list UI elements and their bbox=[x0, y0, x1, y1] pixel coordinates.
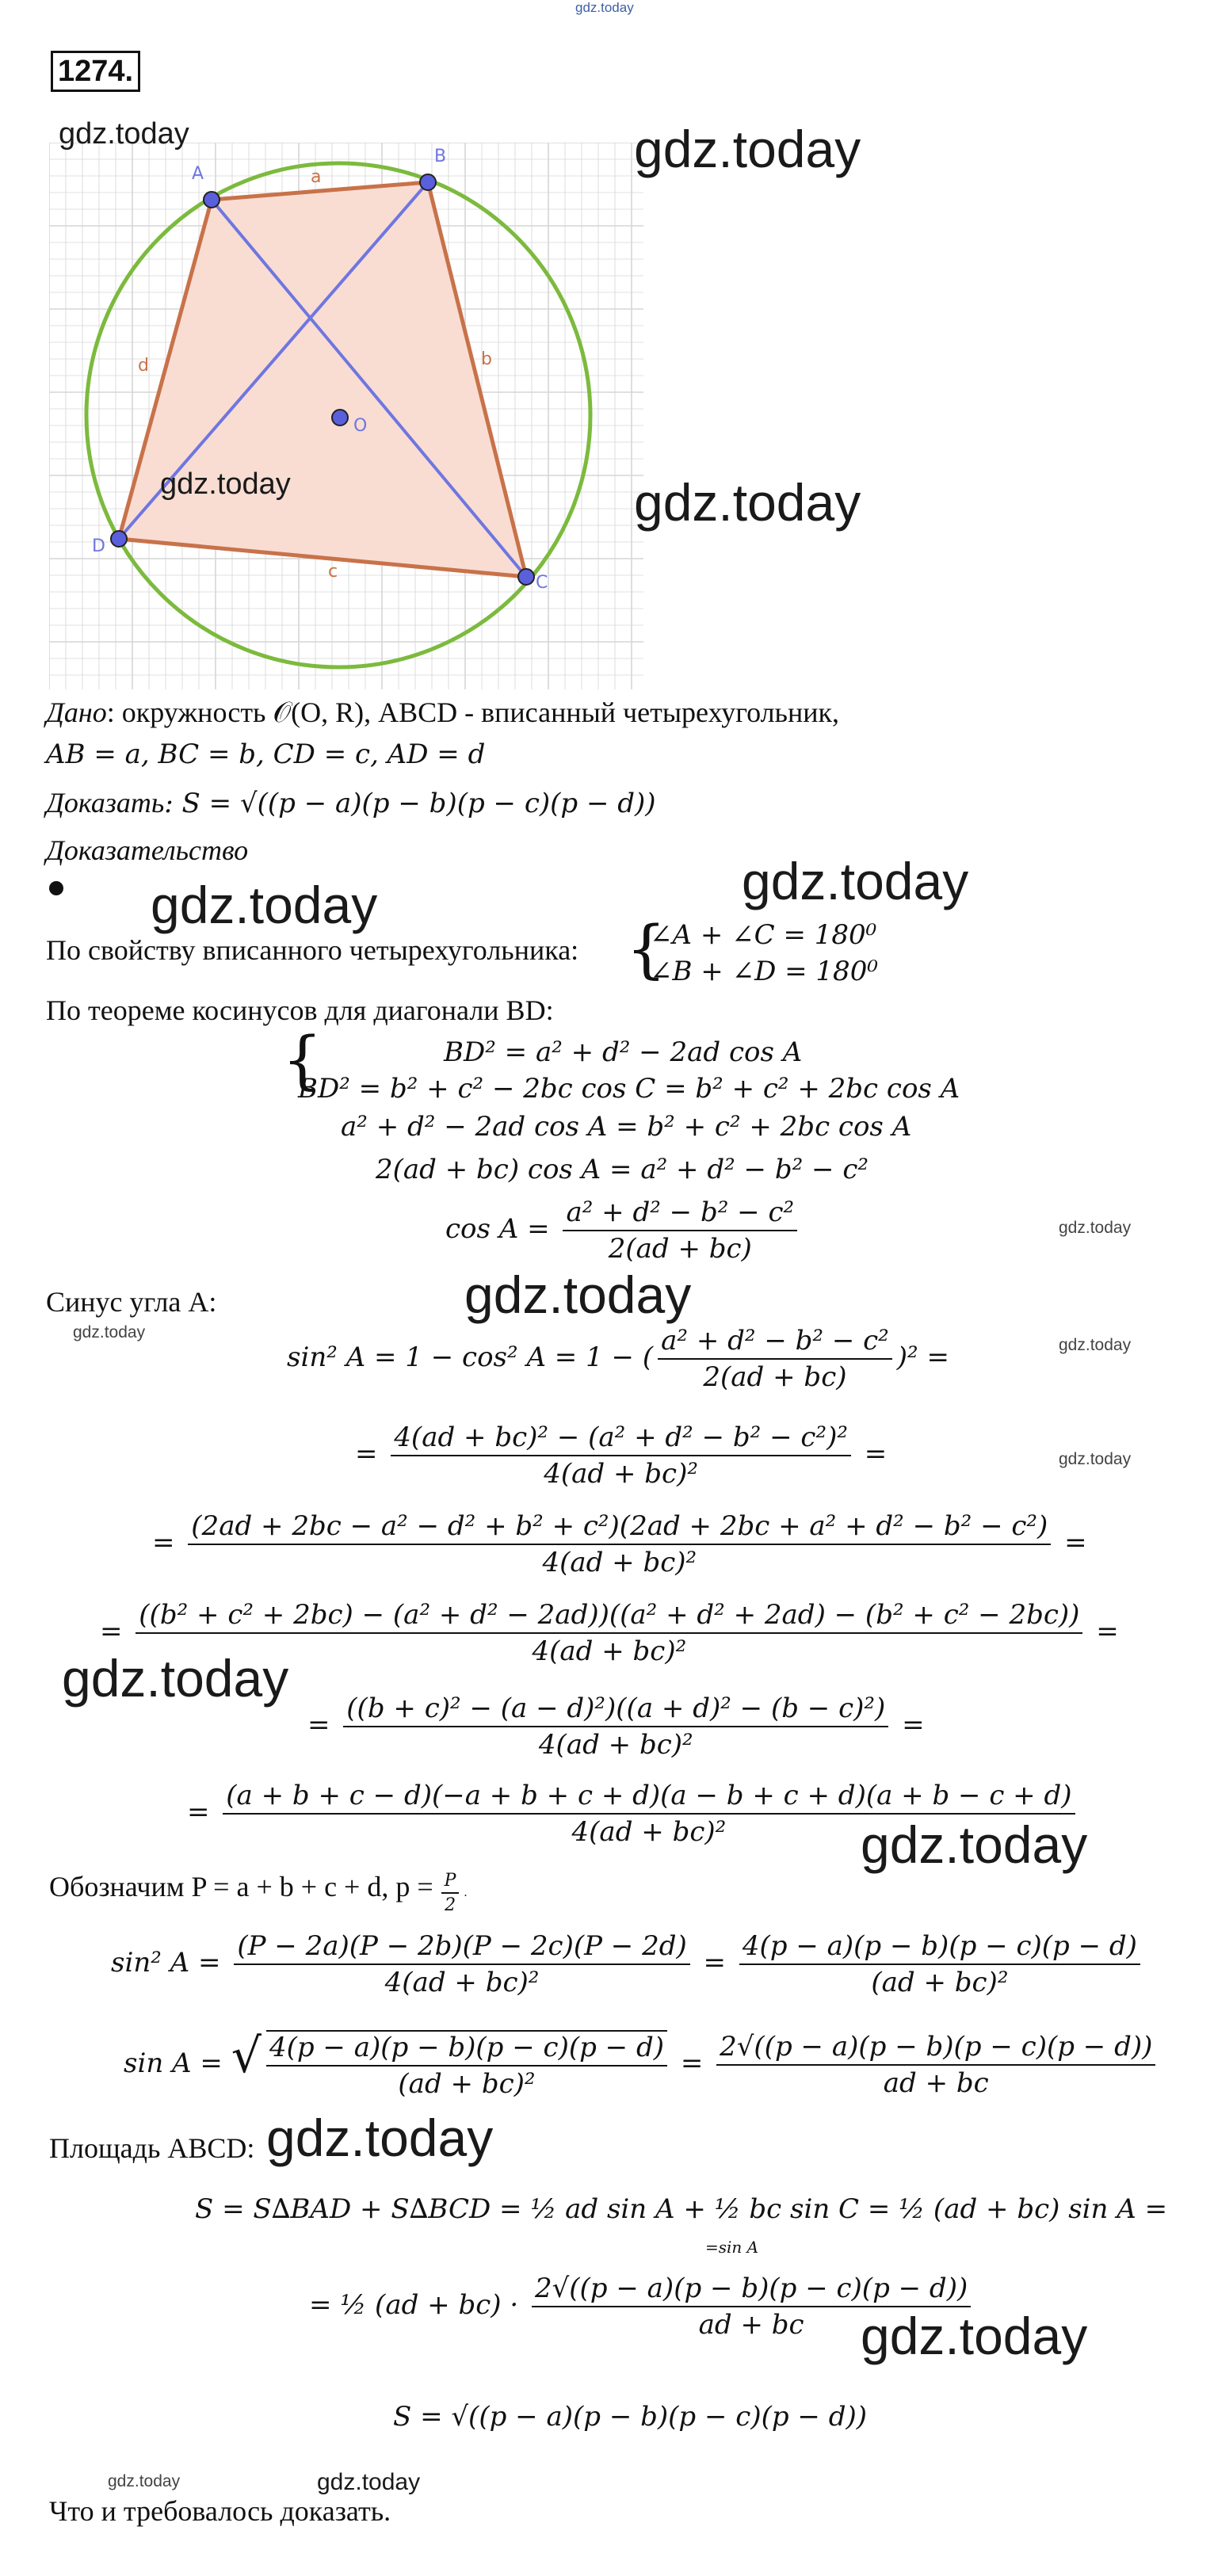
watermark: gdz.today bbox=[634, 473, 861, 532]
problem-number: 1274. bbox=[51, 51, 140, 92]
point-a bbox=[204, 192, 220, 208]
sin-eq-1-fraction bbox=[658, 1325, 892, 1393]
label-side-b: b bbox=[481, 349, 492, 369]
area-eq-2-lhs: = ½ (ad + bc) · bbox=[309, 2289, 519, 2321]
numerator: a² + d² − b² − c² bbox=[658, 1325, 892, 1360]
watermark: gdz.today bbox=[62, 1649, 289, 1708]
header-watermark: gdz.today bbox=[575, 0, 634, 15]
numerator: P bbox=[441, 1871, 460, 1894]
numerator: ((b² + c² + 2bc) − (a² + d² − 2ad))((a² + d² + 2ad) − (b² + c² − 2bc)) bbox=[136, 1599, 1082, 1634]
area-text: Площадь ABCD: bbox=[49, 2132, 255, 2164]
sin-eq-8: sin A = √ $\frac{4(p - a)(p - b)(p - c)(p - d)}{\text{(ad + bc)²}}$ = $\frac{2√((p - a)(p - b)(p - c)(p - d))}{ad + bc}$ bbox=[124, 2028, 1160, 2100]
label-side-a: a bbox=[311, 167, 322, 187]
cos-a-lhs: cos A = bbox=[445, 1213, 550, 1245]
watermark: gdz.today bbox=[151, 876, 378, 934]
watermark: gdz.today bbox=[73, 1323, 146, 1341]
cos-a-fraction bbox=[563, 1196, 797, 1265]
label-side-c: c bbox=[328, 562, 338, 582]
figure-watermark-top: gdz.today bbox=[59, 117, 189, 151]
cos-eq-2: BD² = b² + c² − 2bc cos C = b² + c² + 2bc cos A bbox=[298, 1073, 960, 1105]
property-text: По свойству вписанного четырехугольника: bbox=[46, 934, 579, 966]
sin-eq-6: = (a + b + c − d)(−a + b + c + d)(a − b + c + d)(a + b − c + d) 4(ad + bc)² bbox=[187, 1780, 1080, 1848]
given-text: : окружность 𝒪(O, R), ABCD - вписанный четырехугольник, bbox=[106, 696, 839, 728]
sin-eq-1-rhs: )² = bbox=[896, 1341, 949, 1373]
watermark: gdz.today bbox=[634, 120, 861, 178]
sin-eq-1 bbox=[287, 1325, 949, 1393]
figure-svg bbox=[49, 143, 643, 689]
denominator: 4(ad + bc)² bbox=[538, 1729, 693, 1761]
area-eq-3: S = √((p − a)(p − b)(p − c)(p − d)) bbox=[393, 2401, 868, 2433]
label-b: B bbox=[434, 147, 447, 166]
area-eq-1-note: =sin A bbox=[705, 2238, 759, 2257]
denominator: 4(ad + bc)² bbox=[571, 1816, 727, 1848]
numerator: 2√((p − a)(p − b)(p − c)(p − d)) bbox=[716, 2031, 1155, 2066]
numerator: 4(ad + bc)² − (a² + d² − b² − c²)² bbox=[391, 1422, 851, 1456]
numerator: (a + b + c − d)(−a + b + c + d)(a − b + c + d)(a + b − c + d) bbox=[223, 1780, 1075, 1815]
notation-fraction bbox=[441, 1871, 460, 1915]
point-d bbox=[111, 531, 127, 547]
sin-eq-3: = (2ad + 2bc − a² − d² + b² + c²)(2ad + 2bc + a² + d² − b² − c²) 4(ad + bc)² = bbox=[152, 1510, 1087, 1578]
denominator: ad + bc bbox=[883, 2067, 989, 2099]
watermark: gdz.today bbox=[742, 852, 969, 910]
area-eq-1: S = S∆BAD + S∆BCD = ½ ad sin A + ½ bc sin C = ½ (ad + bc) sin A = bbox=[195, 2193, 1168, 2225]
label-o: O bbox=[353, 416, 368, 436]
numerator: a² + d² − b² − c² bbox=[563, 1196, 797, 1231]
numerator: (P − 2a)(P − 2b)(P − 2c)(P − 2d) bbox=[234, 1930, 689, 1965]
denominator: 4(ad + bc)² bbox=[532, 1635, 687, 1667]
cos-a-eq bbox=[445, 1196, 802, 1265]
label-side-d: d bbox=[138, 356, 149, 376]
notation-text: Обозначим P = a + b + c + d, p = bbox=[49, 1871, 433, 1902]
sin-eq-7-lhs: sin² A = bbox=[111, 1947, 221, 1979]
denominator: 2(ad + bc) bbox=[703, 1361, 847, 1393]
denominator: 4(ad + bc)² bbox=[542, 1547, 697, 1578]
cos-eq-4: 2(ad + bc) cos A = a² + d² − b² − c² bbox=[376, 1154, 869, 1185]
brace: { bbox=[282, 1023, 323, 1097]
point-c bbox=[518, 569, 534, 585]
prove-label: Доказать bbox=[46, 787, 165, 819]
watermark: gdz.today bbox=[266, 2109, 494, 2167]
notation-line: Обозначим P = a + b + c + d, p = $\frac{P}{2}$ . bbox=[49, 1871, 468, 1916]
sin-eq-1-lhs: sin² A = 1 − cos² A = 1 − ( bbox=[287, 1341, 654, 1373]
conclusion-text: Что и требовалось доказать. bbox=[49, 2495, 391, 2527]
prove-line bbox=[46, 786, 656, 819]
denominator: 2 bbox=[445, 1895, 456, 1916]
watermark: gdz.today bbox=[1059, 1450, 1132, 1468]
sine-text: Синус угла A: bbox=[46, 1286, 217, 1318]
watermark: gdz.today bbox=[1059, 1336, 1132, 1354]
watermark: gdz.today bbox=[861, 1815, 1088, 1874]
sin-eq-4: = ((b² + c² + 2bc) − (a² + d² − 2ad))((a² + d² + 2ad) − (b² + c² − 2bc)) 4(ad + bc)² = bbox=[100, 1599, 1119, 1667]
sin-eq-8-fraction-2 bbox=[716, 2031, 1155, 2099]
watermark: gdz.today bbox=[317, 2469, 421, 2495]
brace: { bbox=[626, 912, 666, 986]
prove-formula: : S = √((p − a)(p − b)(p − c)(p − d)) bbox=[164, 788, 656, 819]
sin-eq-2: = $\frac{\text{4(ad + bc)² − (a² + d² − b² − c²)²}}{\text{4(ad + bc)²}}$ = bbox=[355, 1422, 888, 1490]
cos-eq-3: a² + d² − 2ad cos A = b² + c² + 2bc cos A bbox=[341, 1111, 912, 1143]
watermark: gdz.today bbox=[1059, 1219, 1132, 1237]
given-line-2: AB = a, BC = b, CD = c, AD = d bbox=[46, 738, 486, 770]
watermark: gdz.today bbox=[861, 2307, 1088, 2365]
sin-eq-5: = $\frac{\text{((b + c)² − (a − d)²)((a + d)² − (b − c)²)}}{\text{4(ad + bc)²}}$ = bbox=[307, 1693, 925, 1761]
label-d: D bbox=[92, 536, 105, 556]
property-1: ∠A + ∠C = 180⁰ bbox=[650, 919, 877, 951]
cos-eq-1: BD² = a² + d² − 2ad cos A bbox=[444, 1036, 803, 1068]
point-o bbox=[332, 410, 348, 426]
numerator: (2ad + 2bc − a² − d² + b² + c²)(2ad + 2bc + a² + d² − b² − c²) bbox=[188, 1510, 1051, 1545]
numerator: 2√((p − a)(p − b)(p − c)(p − d)) bbox=[532, 2273, 971, 2307]
label-c: C bbox=[536, 573, 548, 593]
numerator: 4(p − a)(p − b)(p − c)(p − d) bbox=[266, 2032, 667, 2067]
numerator: 4(p − a)(p − b)(p − c)(p − d) bbox=[739, 1930, 1140, 1965]
sin-eq-7-fraction-2 bbox=[739, 1930, 1140, 1998]
sin-eq-2-fraction bbox=[391, 1422, 851, 1490]
given-label: Дано bbox=[46, 696, 107, 728]
sin-eq-8-lhs: sin A = bbox=[124, 2047, 223, 2079]
radical-sign: √ bbox=[231, 2028, 262, 2084]
figure-watermark-middle: gdz.today bbox=[160, 467, 291, 501]
sin-eq-7-fraction-1 bbox=[234, 1930, 689, 1998]
denominator: 4(ad + bc)² bbox=[384, 1967, 540, 1998]
geometry-figure bbox=[49, 117, 643, 689]
proof-label: Доказательство bbox=[46, 834, 249, 866]
cosine-text: По теореме косинусов для диагонали BD: bbox=[46, 994, 554, 1026]
denominator: 2(ad + bc) bbox=[608, 1233, 752, 1265]
denominator: (ad + bc)² bbox=[398, 2068, 536, 2100]
denominator: 4(ad + bc)² bbox=[544, 1458, 698, 1490]
numerator: ((b + c)² − (a − d)²)((a + d)² − (b − c)²) bbox=[343, 1693, 888, 1727]
label-a: A bbox=[192, 164, 204, 184]
bullet-point bbox=[49, 881, 63, 895]
property-2: ∠B + ∠D = 180⁰ bbox=[650, 956, 878, 987]
sin-eq-3-fraction bbox=[188, 1510, 1051, 1578]
denominator: ad + bc bbox=[698, 2309, 804, 2341]
watermark: gdz.today bbox=[464, 1265, 692, 1324]
watermark: gdz.today bbox=[108, 2472, 181, 2490]
given-line-1 bbox=[46, 696, 839, 730]
sin-eq-8-fraction-1 bbox=[266, 2030, 667, 2100]
denominator: (ad + bc)² bbox=[871, 1967, 1009, 1998]
point-b bbox=[420, 174, 436, 190]
sin-eq-7: sin² A = $\frac{(P - 2a)(P - 2b)(P - 2c)(P - 2d)}{\text{4(ad + bc)²}}$ = $\frac{4(p - a)(p - b)(p - c)(p - d)}{\text{(ad + bc)²}}$ bbox=[111, 1930, 1145, 1998]
sin-eq-5-fraction bbox=[343, 1693, 888, 1761]
